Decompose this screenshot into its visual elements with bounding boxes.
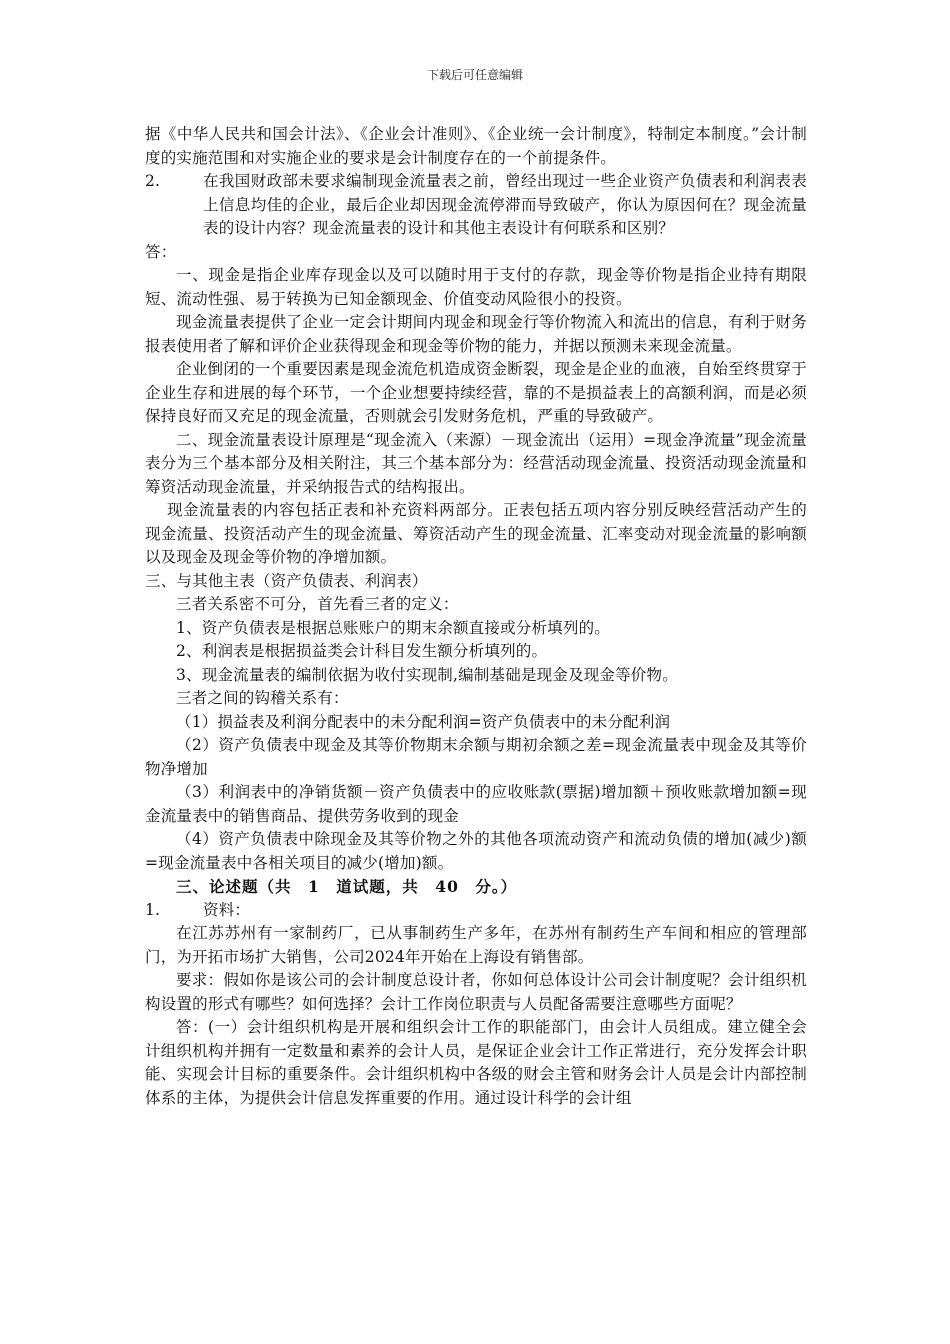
answer-label: 答： [145, 242, 177, 261]
question-text: 资料： [203, 900, 251, 919]
paragraph: 要求：假如你是该公司的会计制度总设计者，你如何总体设计公司会计制度呢？会计组织机构设置的形式有哪些？如何选择？会计工作岗位职责与人员配备需要注意哪些方面呢？ [145, 971, 807, 1013]
section-heading: 三、论述题（共 1 道试题，共 40 分。） [176, 877, 518, 896]
list-item: （4）资产负债表中除现金及其等价物之外的其他各项流动资产和流动负债的增加(减少)额=现金流量表中各相关项目的减少(增加)额。 [145, 830, 807, 872]
paragraph: 企业倒闭的一个重要因素是现金流危机造成资金断裂，现金是企业的血液，自始至终贯穿于企业生存和进展的每个环节，一个企业想要持续经营，靠的不是损益表上的高额利润，而是必须保持良好而又充足的现金流量，否则就会引发财务危机，严重的导致破产。 [145, 360, 807, 425]
paragraph: 据《中华人民共和国会计法》、《企业会计准则》、《企业统一会计制度》，特制定本制度。”会计制度的实施范围和对实施企业的要求是会计制度存在的一个前提条件。 [145, 125, 807, 167]
paragraph: 一、现金是指企业库存现金以及可以随时用于支付的存款，现金等价物是指企业持有期限短、流动性强、易于转换为已知金额现金、价值变动风险很小的投资。 [145, 266, 807, 308]
list-item: （2）资产负债表中现金及其等价物期末余额与期初余额之差=现金流量表中现金及其等价物净增加 [145, 736, 807, 778]
question-1 [145, 899, 807, 923]
list-item: （1）损益表及利润分配表中的未分配利润=资产负债表中的未分配利润 [176, 712, 671, 731]
paragraph: 现金流量表的内容包括正表和补充资料两部分。正表包括五项内容分别反映经营活动产生的现金流量、投资活动产生的现金流量、筹资活动产生的现金流量、汇率变动对现金流量的影响额以及现金及现金等价物的净增加额。 [145, 501, 807, 566]
paragraph: 在江苏苏州有一家制药厂，已从事制药生产多年，在苏州有制药生产车间和相应的管理部门，为开拓市场扩大销售，公司2024年开始在上海设有销售部。 [145, 924, 807, 966]
paragraph: 三、与其他主表（资产负债表、利润表） [145, 571, 428, 590]
list-item: 3、现金流量表的编制依据为收付实现制,编制基础是现金及现金等价物。 [176, 665, 678, 684]
question-number: 2. [145, 172, 161, 190]
question-number: 1. [145, 900, 161, 919]
paragraph: 现金流量表提供了企业一定会计期间内现金和现金行等价物流入和流出的信息，有利于财务报表使用者了解和评价企业获得现金和现金等价物的能力，并据以预测未来现金流量。 [145, 313, 807, 355]
paragraph: 三者关系密不可分，首先看三者的定义： [176, 595, 459, 613]
list-item: 1、资产负债表是根据总账账户的期末余额直接或分析填列的。 [176, 618, 610, 637]
paragraph: 二、现金流量表设计原理是“现金流入（来源）－现金流出（运用）=现金净流量”现金流量表分为三个基本部分及相关附注，其三个基本部分为：经营活动现金流量、投资活动现金流量和筹资活动现金流量，并采纳报告式的结构报出。 [145, 430, 807, 496]
list-item: （3）利润表中的净销货额－资产负债表中的应收账款(票据)增加额＋预收账款增加额=现金流量表中的销售商品、提供劳务收到的现金 [145, 783, 807, 825]
page-header: 下载后可任意编辑 [426, 68, 523, 82]
question-2 [145, 170, 807, 241]
document-body [145, 123, 807, 1110]
paragraph: 答：(一）会计组织机构是开展和组织会计工作的职能部门，由会计人员组成。建立健全会计组织机构并拥有一定数量和素养的会计人员，是保证企业会计工作正常进行，充分发挥会计职能、实现会计目标的重要条件。会计组织机构中各级的财会主管和财务会计人员是会计内部控制体系的主体，为提供会计信息发挥重要的作用。通过设计科学的会计组 [145, 1018, 807, 1107]
paragraph: 三者之间的钩稽关系有： [176, 689, 349, 707]
list-item: 2、利润表是根据损益类会计科目发生额分析填列的。 [176, 642, 548, 660]
question-text: 在我国财政部未要求编制现金流量表之前，曾经出现过一些企业资产负债表和利润表表上信息均佳的企业，最后企业却因现金流停滞而导致破产，你认为原因何在？现金流量表的设计内容？现金流量表的设计和其他主表设计有何联系和区别？ [203, 172, 807, 237]
